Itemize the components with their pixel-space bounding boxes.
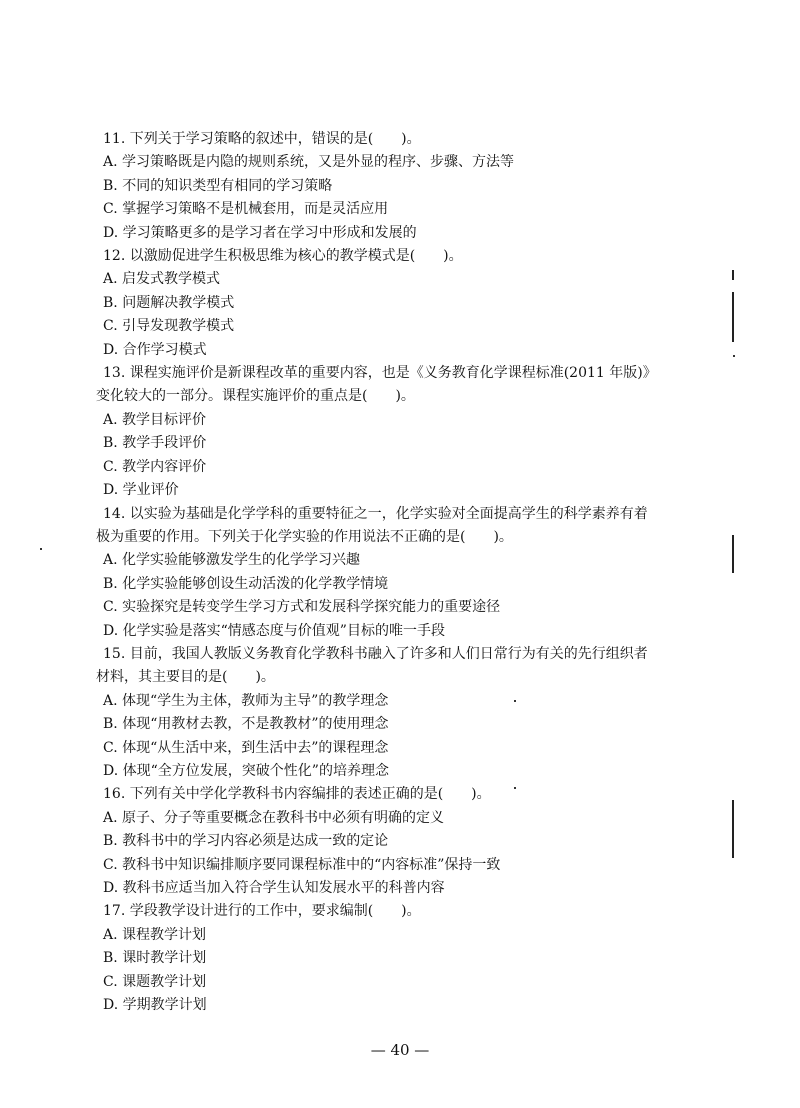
answer-option: A. 课程教学计划 xyxy=(103,926,207,943)
question-stem: 11. 下列关于学习策略的叙述中，错误的是( )。 xyxy=(103,131,421,147)
question-stem-continued: 极为重要的作用。下列关于化学实验的作用说法不正确的是( )。 xyxy=(96,528,513,545)
scan-mark xyxy=(732,535,734,573)
question-list xyxy=(96,128,696,1017)
question-stem: 15. 目前，我国人教版义务教育化学教科书融入了许多和人们日常行为有关的先行组织者 xyxy=(103,645,648,662)
scan-dot xyxy=(40,548,42,550)
scan-dot xyxy=(733,355,735,357)
question-stem: 13. 课程实施评价是新课程改革的重要内容，也是《义务教育化学课程标准(2011 年版)》 xyxy=(103,365,657,382)
answer-option: A. 学习策略既是内隐的规则系统，又是外显的程序、步骤、方法等 xyxy=(103,154,515,171)
scan-dot xyxy=(514,700,516,702)
answer-option: C. 教科书中知识编排顺序要同课程标准中的“内容标准”保持一致 xyxy=(103,856,501,873)
question-stem: 12. 以激励促进学生积极思维为核心的教学模式是( )。 xyxy=(103,248,463,265)
answer-option: C. 实验探究是转变学生学习方式和发展科学探究能力的重要途径 xyxy=(103,599,501,616)
answer-option: D. 体现“全方位发展，突破个性化”的培养理念 xyxy=(103,762,389,779)
question-stem: 14. 以实验为基础是化学学科的重要特征之一，化学实验对全面提高学生的科学素养有着 xyxy=(103,505,648,522)
answer-option: B. 问题解决教学模式 xyxy=(103,294,235,311)
answer-option: D. 化学实验是落实“情感态度与价值观”目标的唯一手段 xyxy=(103,622,445,639)
answer-option: A. 教学目标评价 xyxy=(103,411,207,428)
question-stem: 16. 下列有关中学化学教科书内容编排的表述正确的是( )。 xyxy=(103,786,491,803)
answer-option: C. 引导发现教学模式 xyxy=(103,318,235,335)
scan-dot xyxy=(514,787,516,789)
answer-option: D. 学业评价 xyxy=(103,482,179,499)
question-stem-continued: 材料，其主要目的是( )。 xyxy=(96,669,275,686)
answer-option: B. 教学手段评价 xyxy=(103,435,207,452)
answer-option: A. 化学实验能够激发学生的化学学习兴趣 xyxy=(103,552,361,569)
answer-option: D. 合作学习模式 xyxy=(103,341,207,358)
answer-option: C. 教学内容评价 xyxy=(103,458,207,475)
answer-option: D. 教科书应适当加入符合学生认知发展水平的科普内容 xyxy=(103,880,445,896)
answer-option: C. 体现“从生活中来，到生活中去”的课程理念 xyxy=(103,739,389,756)
question-stem-continued: 变化较大的一部分。课程实施评价的重点是( )。 xyxy=(96,388,415,405)
answer-option: C. 课题教学计划 xyxy=(103,973,207,990)
answer-option: B. 体现“用教材去教，不是教教材”的使用理念 xyxy=(103,716,389,733)
answer-option: C. 掌握学习策略不是机械套用，而是灵活应用 xyxy=(103,201,389,218)
answer-option: D. 学期教学计划 xyxy=(103,997,207,1014)
answer-option: D. 学习策略更多的是学习者在学习中形成和发展的 xyxy=(103,224,417,241)
answer-option: B. 不同的知识类型有相同的学习策略 xyxy=(103,177,333,194)
answer-option: A. 启发式教学模式 xyxy=(103,271,221,288)
answer-option: B. 课时教学计划 xyxy=(103,950,207,967)
page-number: — 40 — xyxy=(370,1041,430,1059)
scan-mark xyxy=(732,292,734,342)
question-stem: 17. 学段教学设计进行的工作中，要求编制( )。 xyxy=(103,903,421,920)
scan-mark xyxy=(732,270,734,280)
answer-option: A. 体现“学生为主体，教师为主导”的教学理念 xyxy=(103,692,389,709)
answer-option: B. 教科书中的学习内容必须是达成一致的定论 xyxy=(103,833,389,850)
answer-option: A. 原子、分子等重要概念在教科书中必须有明确的定义 xyxy=(103,809,445,826)
answer-option: B. 化学实验能够创设生动活泼的化学教学情境 xyxy=(103,575,389,592)
scan-mark xyxy=(732,800,734,858)
